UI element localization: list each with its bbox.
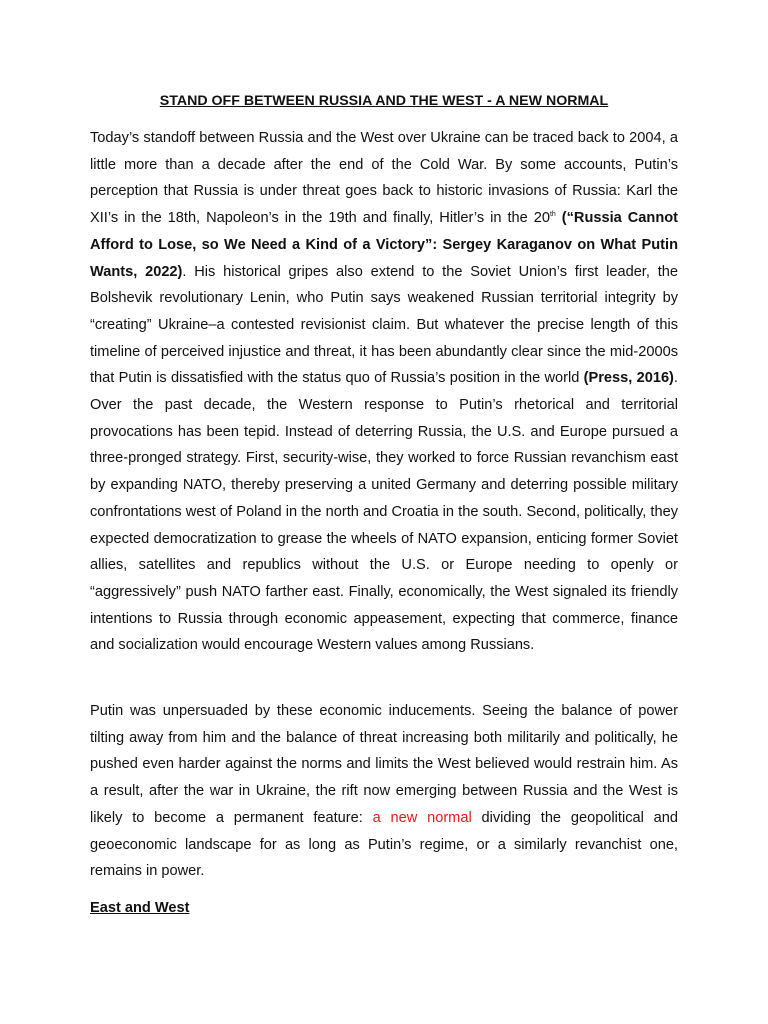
highlighted-phrase: a new normal (372, 809, 472, 826)
paragraph-1-text-b: . His historical gripes also extend to the Soviet Union’s first leader, the Bolshevik revolutionary Lenin, who Putin says weakened Russian territorial integrity by “creating” Ukraine–a contested revisionist claim. But whatever the precise length of this timeline of perceived injustice and threat, it has been abundantly clear since the mid-2000s that Putin is dissatisfied with the status quo of Russia’s position in the world (90, 263, 678, 387)
ordinal-superscript: th (549, 211, 556, 219)
body-paragraph-1 (90, 125, 678, 659)
paragraph-2-text-a: Putin was unpersuaded by these economic inducements. Seeing the balance of power tilting away from him and the balance of threat increasing both militarily and politically, he pushed even harder against the norms and limits the West believed would restrain him. As a result, after the war in Ukraine, the rift now emerging between Russia and the West is likely to become a permanent feature: (90, 703, 678, 826)
body-paragraph-2 (90, 698, 678, 885)
citation-press: (Press, 2016) (583, 370, 674, 387)
paragraph-1-text-c: . Over the past decade, the Western response to Putin’s rhetorical and territorial provocations has been tepid. Instead of deterring Russia, the U.S. and Europe pursued a three-pronged strategy. First, security-wise, they worked to force Russian revanchism east by expanding NATO, thereby preserving a united Germany and deterring possible military confrontations west of Poland in the north and Croatia in the south. Second, politically, they expected democratization to grease the wheels of NATO expansion, enticing former Soviet allies, satellites and republics without the U.S. or Europe needing to openly or “aggressively” push NATO farther east. Finally, economically, the West signaled its friendly intentions to Russia through economic appeasement, expecting that commerce, finance and socialization would encourage Western values among Russians. (90, 370, 678, 654)
paragraph-2-text-b: dividing the geopolitical and geoeconomic landscape for as long as Putin’s regime, or a similarly revanchist one, remains in power. (90, 809, 678, 880)
citation-karaganov: (“Russia Cannot Afford to Lose, so We Need a Kind of a Victory”: Sergey Karaganov on What Putin Wants, 2022) (90, 210, 679, 280)
paragraph-1-text-a: Today’s standoff between Russia and the West over Ukraine can be traced back to 2004, a little more than a decade after the end of the Cold War. By some accounts, Putin’s perception that Russia is under threat goes back to historic invasions of Russia: Karl the XII’s in the 18th, Napoleon’s in the 19th and finally, Hitler’s in the 20 (90, 130, 678, 227)
section-heading-east-west: East and West (90, 900, 190, 916)
document-title: STAND OFF BETWEEN RUSSIA AND THE WEST - A NEW NORMAL (159, 93, 609, 109)
